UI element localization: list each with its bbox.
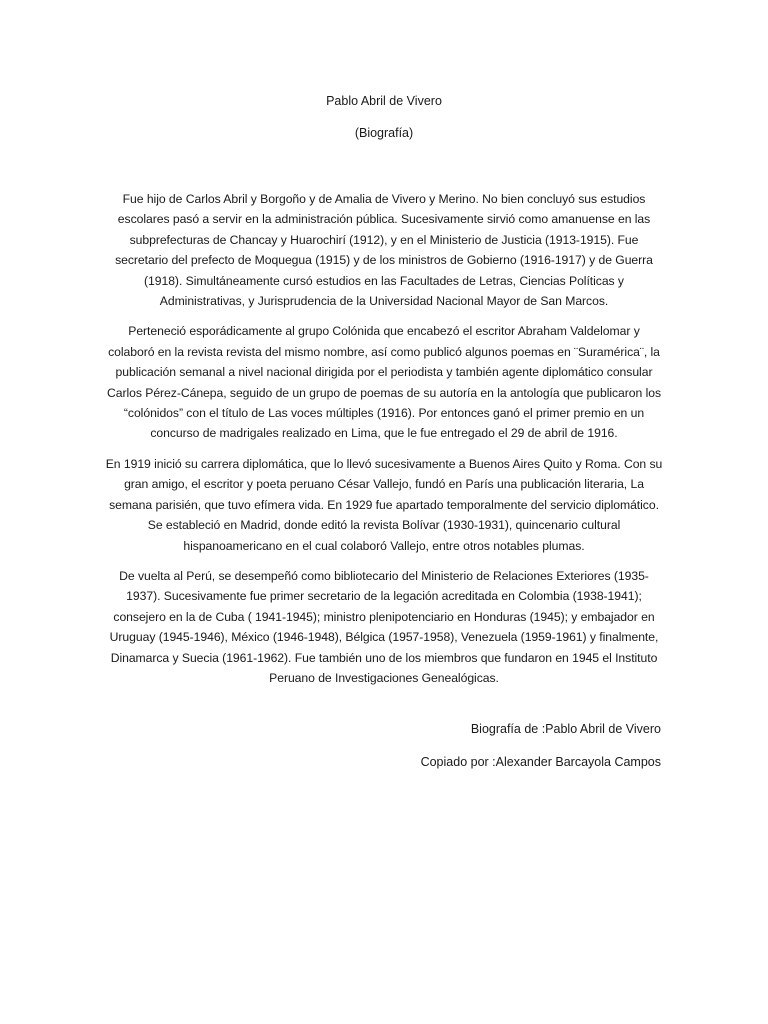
paragraph-colonida-group: Perteneció esporádicamente al grupo Colónida que encabezó el escritor Abraham Valdelomar y colaboró en la revista revista del mismo nombre, así como publicó algunos poemas en ¨Suramérica¨, la publicación semanal a nivel nacional dirigida por el periodista y también agente diplomático consular Carlos Pérez-Cánepa, seguido de un grupo de poemas de su autoría en la antología que publicaron los “colónidos” con el título de Las voces múltiples (1916). Por entonces ganó el primer premio en un concurso de madrigales realizado en Lima, que le fue entregado el 29 de abril de 1916. <box>106 324 662 441</box>
copied-by-credit: Copiado por :Alexander Barcayola Campos <box>420 755 661 769</box>
document-title: Pablo Abril de Vivero <box>326 94 442 108</box>
document-body <box>104 189 664 698</box>
paragraph-later-posts: De vuelta al Perú, se desempeñó como bibliotecario del Ministerio de Relaciones Exteriores (1935-1937). Sucesivamente fue primer secretario de la legación acreditada en Colombia (1938-1941); consejero en la de Cuba ( 1941-1945); ministro plenipotenciario en Honduras (1945); y embajador en Uruguay (1945-1946), México (1946-1948), Bélgica (1957-1958), Venezuela (1959-1961) y finalmente, Dinamarca y Suecia (1961-1962). Fue también uno de los miembros que fundaron en 1945 el Instituto Peruano de Investigaciones Genealógicas. <box>109 568 659 685</box>
biography-credit: Biografía de :Pablo Abril de Vivero <box>470 722 661 736</box>
paragraph-diplomatic-career: En 1919 inició su carrera diplomática, que lo llevó sucesivamente a Buenos Aires Quito y Roma. Con su gran amigo, el escritor y poeta peruano César Vallejo, fundó en París una publicación literaria, La semana parisién, que tuvo efímera vida. En 1929 fue apartado temporalmente del servicio diplomático. Se estableció en Madrid, donde editó la revista Bolívar (1930-1931), quincenario cultural hispanoamericano en el cual colaboró Vallejo, entre otros notables plumas. <box>105 456 663 553</box>
paragraph-family-early-career: Fue hijo de Carlos Abril y Borgoño y de Amalia de Vivero y Merino. No bien concluyó sus estudios escolares pasó a servir en la administración pública. Sucesivamente sirvió como amanuense en las subprefecturas de Chancay y Huarochirí (1912), y en el Ministerio de Justicia (1913-1915). Fue secretario del prefecto de Moquegua (1915) y de los ministros de Gobierno (1916-1917) y de Guerra (1918). Simultáneamente cursó estudios en las Facultades de Letras, Ciencias Políticas y Administrativas, y Jurisprudencia de la Universidad Nacional Mayor de San Marcos. <box>115 192 653 309</box>
document-subtitle: (Biografía) <box>354 126 414 140</box>
